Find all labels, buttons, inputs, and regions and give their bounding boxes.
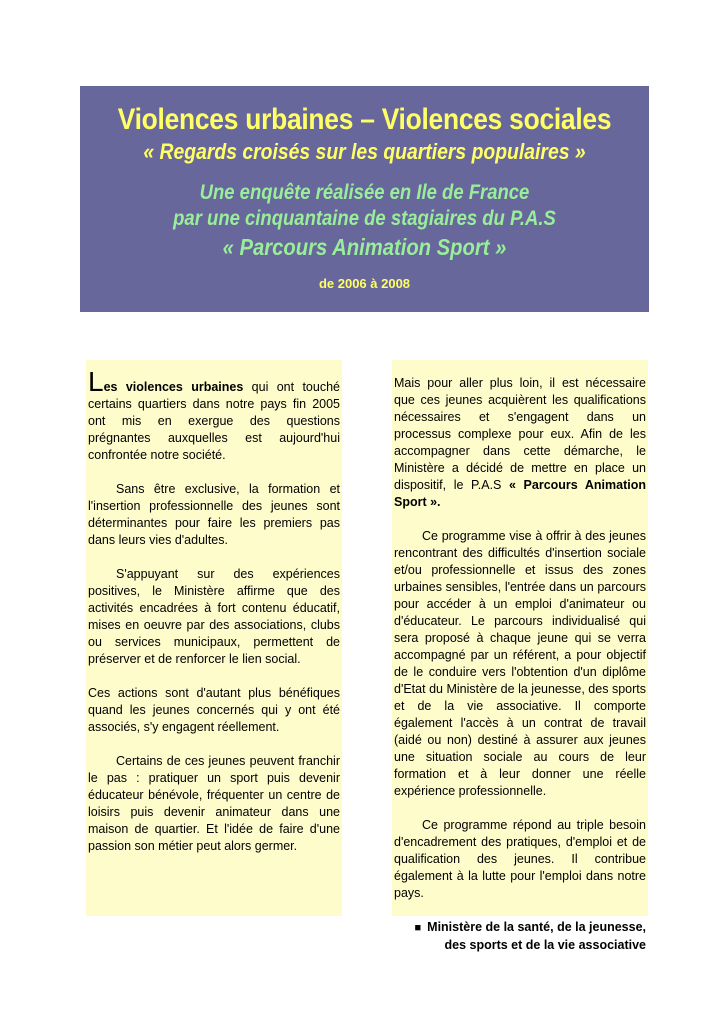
- right-p1-bold: « Parcours Animation Sport ».: [394, 478, 646, 509]
- square-bullet-icon: ■: [414, 922, 422, 934]
- signature-line-1: [394, 919, 646, 937]
- signature-line-2: des sports et de la vie associative: [444, 938, 646, 952]
- page-subtitle: « Regards croisés sur les quartiers populaires »: [143, 139, 586, 164]
- left-paragraph-4: Ces actions sont d'autant plus bénéfiques quand les jeunes concernés qui y ont été associés, s'y engagent réellement.: [88, 686, 340, 734]
- left-paragraph-5: Certains de ces jeunes peuvent franchir le pas : pratiquer un sport puis devenir éducateur bénévole, fréquenter un centre de loisirs puis devenir animateur dans une maison de quartier. Et l'idée de faire d'une passion son métier peut alors germer.: [88, 754, 340, 853]
- survey-line-1: Une enquête réalisée en Ile de France: [199, 181, 530, 204]
- left-paragraph-3: S'appuyant sur des expériences positives, le Ministère affirme que des activités encadrées à fort contenu éducatif, mises en oeuvre par des associations, clubs ou services municipaux, permettent de préserver et de renforcer le lien social.: [88, 567, 340, 666]
- left-column: [86, 360, 342, 916]
- signature: [394, 919, 646, 954]
- right-paragraph-2: Ce programme vise à offrir à des jeunes rencontrant des difficultés d'insertion sociale et/ou professionnelle et issus des zones urbaines sensibles, l'entrée dans un parcours pour accéder à un emploi d'animateur ou d'éducateur. Le parcours individualisé qui sera proposé à chaque jeune qui se verra accompagné par un référent, a pour objectif de le conduire vers l'obtention d'un diplôme d'Etat du Ministère de la jeunesse, des sports et de la vie associative. Il comporte également l'accès à un contrat de travail (aidé ou non) destiné à assurer aux jeunes une situation sociale au cours de leur formation et à leur donner une réelle expérience professionnelle.: [394, 529, 646, 798]
- program-name: « Parcours Animation Sport »: [222, 234, 507, 260]
- right-column: [392, 360, 648, 952]
- signature-text-1: Ministère de la santé, de la jeunesse,: [427, 920, 646, 934]
- page-title: Violences urbaines – Violences sociales: [117, 103, 612, 136]
- left-paragraph-1: [88, 366, 340, 464]
- right-paragraph-1: [394, 375, 646, 511]
- date-range: de 2006 à 2008: [318, 276, 411, 291]
- right-paragraph-3: Ce programme répond au triple besoin d'encadrement des pratiques, d'emploi et de qualification des jeunes. Il contribue également à la lutte pour l'emploi dans notre pays.: [394, 818, 646, 900]
- left-p1-bold: es violences urbaines: [103, 380, 244, 394]
- left-p1-text: qui ont touché certains quartiers dans notre pays fin 2005 ont mis en exergue des questions prégnantes auxquelles est aujourd'hui confrontée notre société.: [88, 380, 340, 462]
- title-banner: [80, 86, 649, 312]
- right-p1-text: Mais pour aller plus loin, il est nécessaire que ces jeunes acquièrent les qualifications nécessaires et s'engagent dans un processus complexe pour eux. Afin de les accompagner dans cette démarche, le Ministère a décidé de mettre en place un dispositif, le P.A.S: [394, 376, 646, 492]
- survey-line-2: par une cinquantaine de stagiaires du P.A.S: [173, 207, 556, 230]
- drop-cap: L: [88, 366, 104, 397]
- left-paragraph-2: Sans être exclusive, la formation et l'insertion professionnelle des jeunes sont déterminantes pour faire les premiers pas dans leurs vies d'adultes.: [88, 482, 340, 547]
